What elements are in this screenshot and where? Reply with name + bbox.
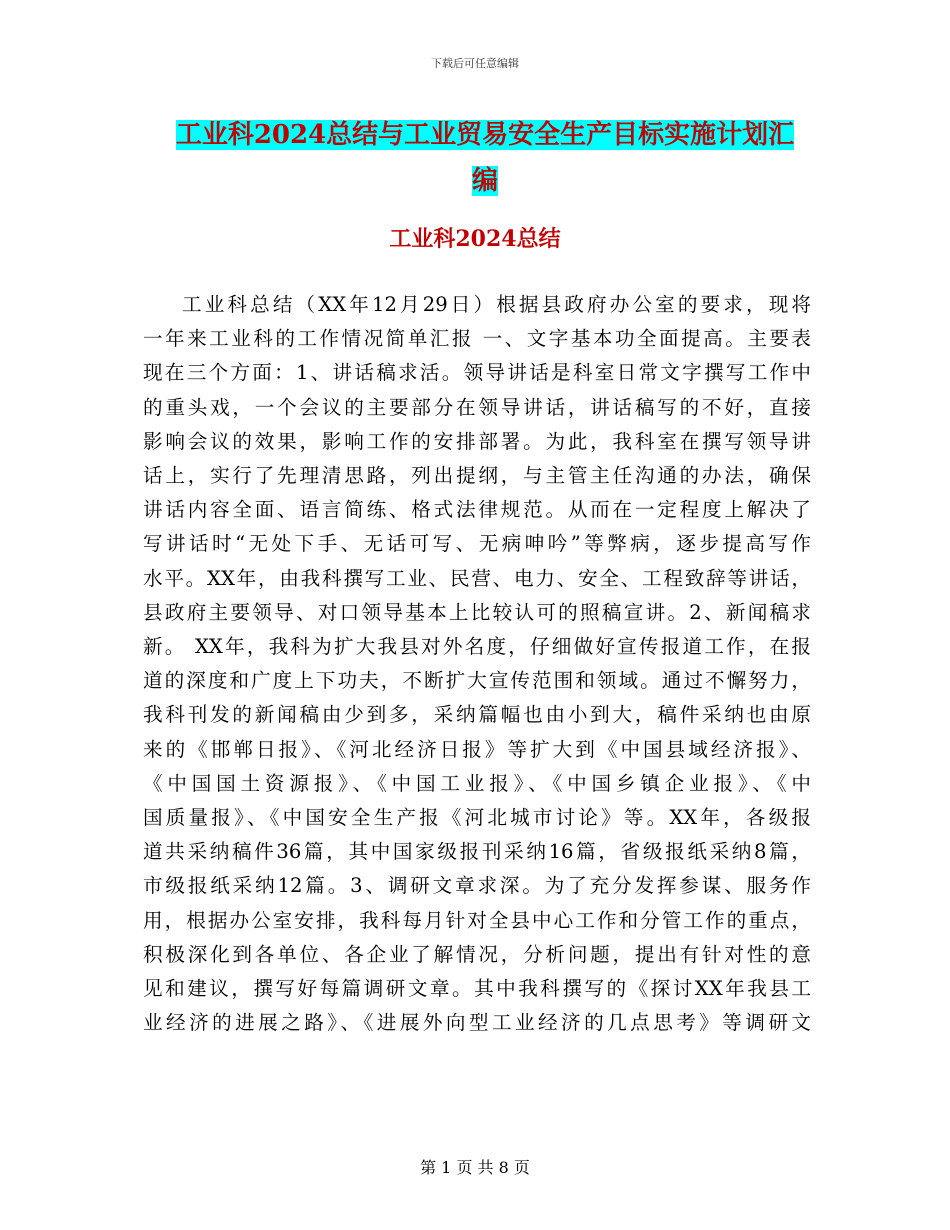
body-line: 用，根据办公室安排，我科每月针对全县中心工作和分管工作的重点，	[143, 908, 811, 932]
body-line: 话上，实行了先理清思路，列出提纲，与主管主任沟通的办法，确保	[143, 464, 811, 488]
body-line: 来的《邯郸日报》、《河北经济日报》等扩大到《中国县域经济报》、	[143, 737, 811, 761]
document-title	[140, 112, 830, 204]
body-line: 业经济的进展之路》、《进展外向型工业经济的几点思考》等调研文	[143, 1011, 811, 1035]
body-line: 写讲话时“无处下手、无话可写、无病呻吟”等弊病，逐步提高写作	[143, 532, 811, 556]
body-line: 一年来工业科的工作情况简单汇报 一、文字基本功全面提高。主要表	[143, 327, 811, 351]
body-line: 见和建议，撰写好每篇调研文章。其中我科撰写的《探讨XX年我县工	[143, 977, 811, 1001]
page-number-footer: 第 1 页 共 8 页	[420, 1158, 530, 1177]
body-line: 工业科总结（XX年12月29日）根据县政府办公室的要求，现将	[182, 293, 811, 316]
body-line: 积极深化到各单位、各企业了解情况，分析问题，提出有针对性的意	[143, 942, 811, 966]
body-line: 现在三个方面：1、讲话稿求活。领导讲话是科室日常文字撰写工作中	[143, 361, 811, 385]
body-line: 我科刊发的新闻稿由少到多，采纳篇幅也由小到大，稿件采纳也由原	[143, 703, 811, 727]
body-line: 讲话内容全面、语言简练、格式法律规范。从而在一定程度上解决了	[143, 498, 811, 522]
body-line: 《中国国土资源报》、《中国工业报》、《中国乡镇企业报》、《中	[143, 771, 811, 795]
body-line: 新。 XX年，我科为扩大我县对外名度，仔细做好宣传报道工作，在报	[143, 635, 811, 659]
body-paragraph	[143, 288, 811, 1040]
body-line: 县政府主要领导、对口领导基本上比较认可的照稿宣讲。2、新闻稿求	[143, 600, 811, 624]
section-title: 工业科2024总结	[389, 226, 561, 252]
body-line: 影响会议的效果，影响工作的安排部署。为此，我科室在撰写领导讲	[143, 429, 811, 453]
body-line: 市级报纸采纳12篇。3、调研文章求深。为了充分发挥参谋、服务作	[143, 874, 811, 898]
body-line: 国质量报》、《中国安全生产报《河北城市讨论》等。XX年，各级报	[143, 806, 811, 830]
body-line: 水平。XX年，由我科撰写工业、民营、电力、安全、工程致辞等讲话，	[143, 566, 811, 590]
document-title-line-2: 编	[471, 166, 498, 196]
page-header-note: 下载后可任意编辑	[431, 57, 519, 70]
body-line: 道的深度和广度上下功夫，不断扩大宣传范围和领域。通过不懈努力，	[143, 669, 811, 693]
body-line: 道共采纳稿件36篇，其中国家级报刊采纳16篇，省级报纸采纳8篇，	[143, 840, 811, 864]
body-line: 的重头戏，一个会议的主要部分在领导讲话，讲话稿写的不好，直接	[143, 395, 811, 419]
document-title-line-1: 工业科2024总结与工业贸易安全生产目标实施计划汇	[175, 120, 795, 150]
